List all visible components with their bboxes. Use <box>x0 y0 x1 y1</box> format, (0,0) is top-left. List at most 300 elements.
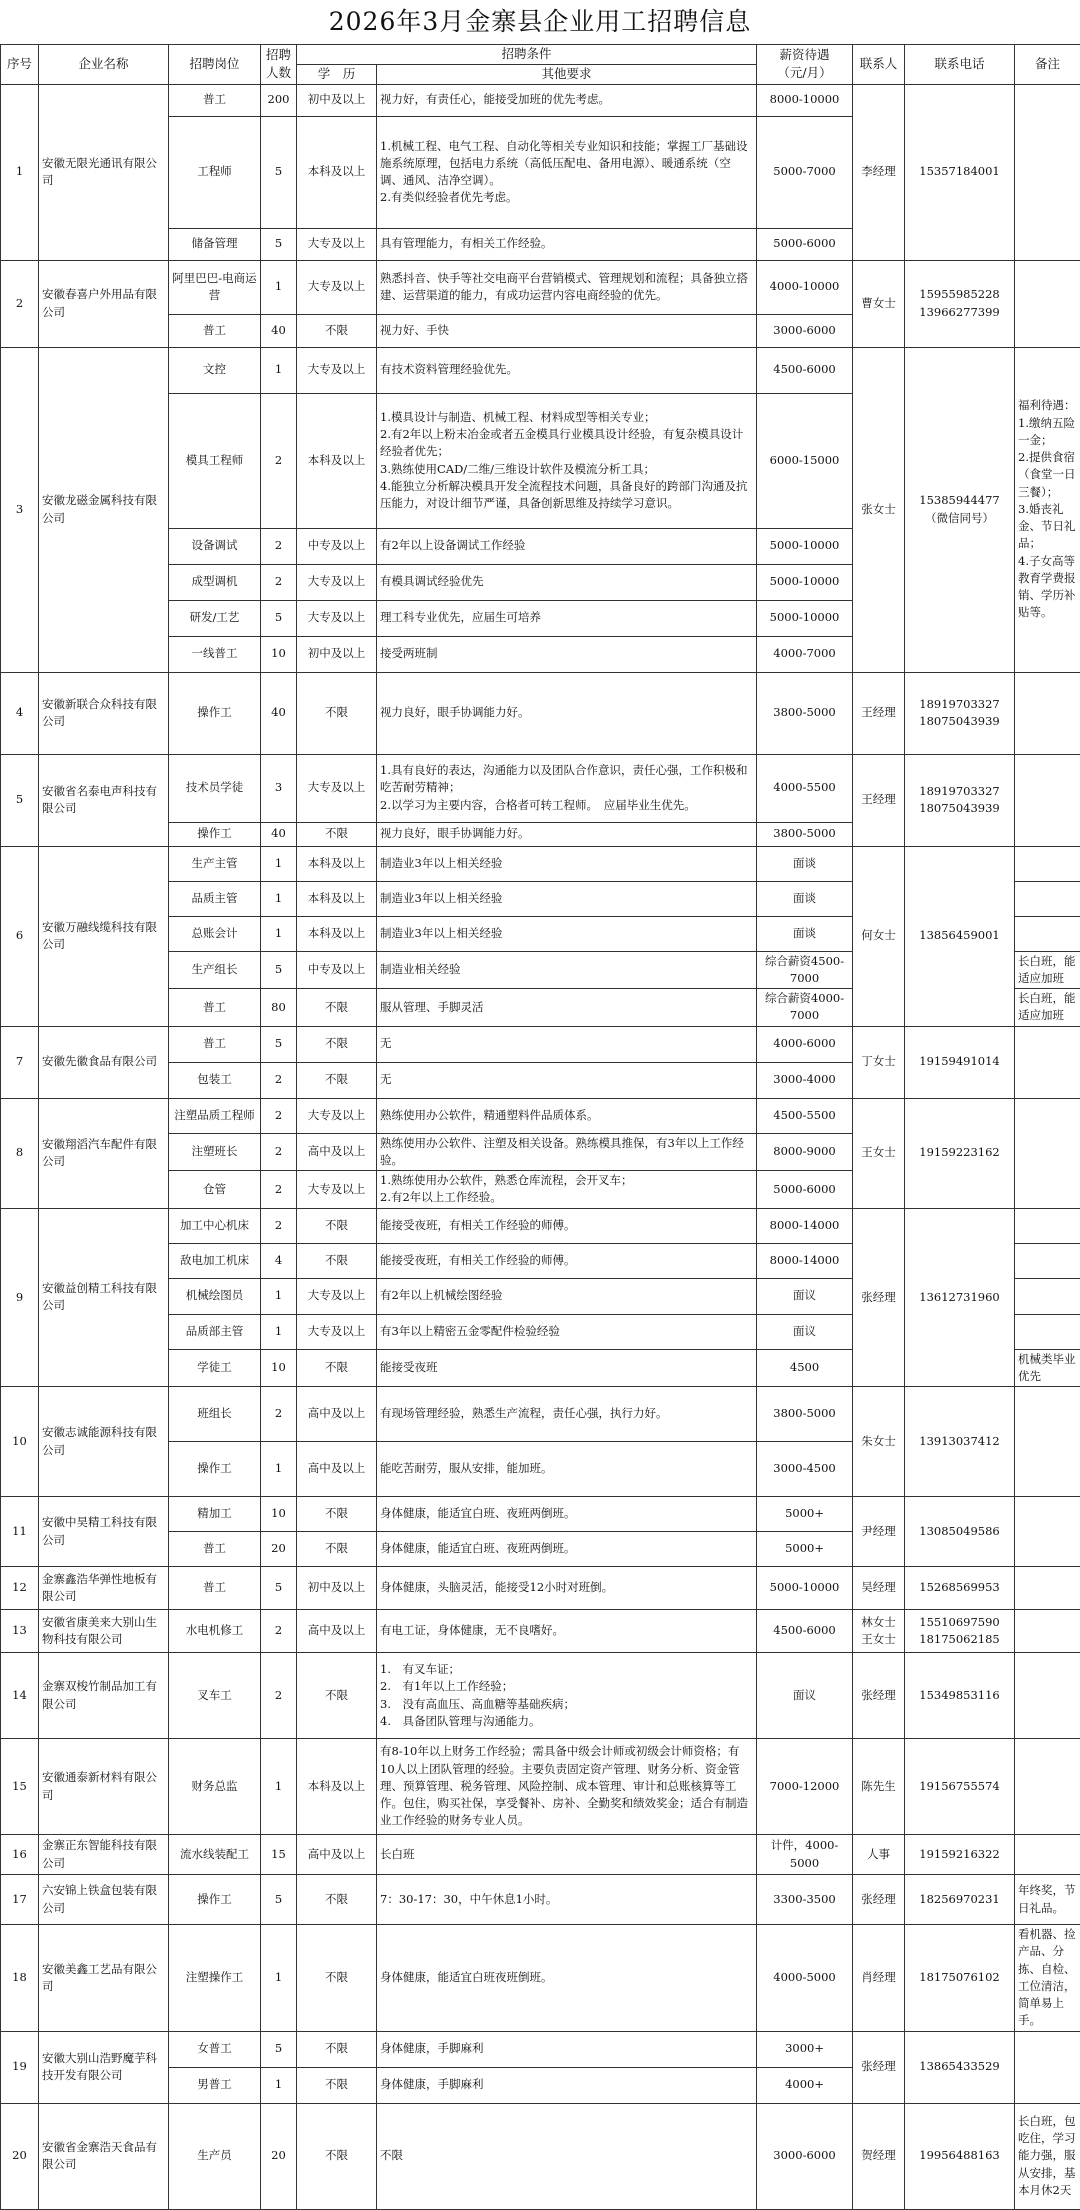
job-salary: 面议 <box>757 1653 853 1739</box>
job-education: 不限 <box>297 2031 377 2067</box>
job-education: 本科及以上 <box>297 116 377 228</box>
job-count: 80 <box>261 989 297 1027</box>
job-count: 1 <box>261 1925 297 2032</box>
company-remark <box>1015 1653 1080 1739</box>
company-remark <box>1015 1610 1080 1653</box>
job-education: 大专及以上 <box>297 347 377 393</box>
job-education: 初中及以上 <box>297 636 377 672</box>
job-count: 5 <box>261 1026 297 1062</box>
job-count: 2 <box>261 1610 297 1653</box>
table-row <box>1 260 1080 314</box>
company-name: 安徽中昊精工科技有限公司 <box>39 1497 169 1567</box>
table-row <box>1 1026 1080 1062</box>
job-position: 一线普工 <box>169 636 261 672</box>
company-remark: 长白班，包吃住，学习能力强，服从安排，基本月休2天 <box>1015 2103 1080 2209</box>
job-education: 不限 <box>297 1349 377 1387</box>
job-salary: 4000-6000 <box>757 1026 853 1062</box>
job-remark <box>1015 1243 1080 1278</box>
header-requirements: 招聘条件 <box>297 45 757 65</box>
job-education: 初中及以上 <box>297 1567 377 1610</box>
company-remark <box>1015 2031 1080 2103</box>
company-name: 安徽益创精工科技有限公司 <box>39 1208 169 1387</box>
job-count: 2 <box>261 1171 297 1209</box>
job-count: 2 <box>261 1062 297 1098</box>
contact-person: 尹经理 <box>853 1497 905 1567</box>
contact-person: 陈先生 <box>853 1739 905 1835</box>
job-salary: 4000-5500 <box>757 754 853 822</box>
job-position: 生产组长 <box>169 951 261 989</box>
row-number: 12 <box>1 1567 39 1610</box>
job-salary: 4000-5000 <box>757 1925 853 2032</box>
job-count: 1 <box>261 846 297 881</box>
row-number: 13 <box>1 1610 39 1653</box>
job-salary: 5000-10000 <box>757 528 853 564</box>
job-remark <box>1015 1208 1080 1243</box>
job-requirements: 能吃苦耐劳，服从安排，能加班。 <box>377 1442 757 1497</box>
table-row <box>1 1653 1080 1739</box>
job-requirements: 身体健康，手脚麻利 <box>377 2031 757 2067</box>
job-requirements: 制造业相关经验 <box>377 951 757 989</box>
job-position: 普工 <box>169 314 261 347</box>
job-requirements: 能接受夜班，有相关工作经验的师傅。 <box>377 1243 757 1278</box>
contact-phone: 15349853116 <box>905 1653 1015 1739</box>
contact-person: 林女士 王女士 <box>853 1610 905 1653</box>
contact-phone: 18256970231 <box>905 1875 1015 1925</box>
table-row <box>1 1610 1080 1653</box>
job-education: 不限 <box>297 1653 377 1739</box>
job-education: 不限 <box>297 1062 377 1098</box>
job-education: 不限 <box>297 1875 377 1925</box>
table-row <box>1 2031 1080 2067</box>
job-education: 不限 <box>297 822 377 846</box>
table-row <box>1 754 1080 822</box>
job-position: 总账会计 <box>169 916 261 951</box>
job-position: 普工 <box>169 989 261 1027</box>
job-remark <box>1015 881 1080 916</box>
company-remark <box>1015 1567 1080 1610</box>
job-position: 财务总监 <box>169 1739 261 1835</box>
company-name: 安徽新联合众科技有限公司 <box>39 672 169 754</box>
job-count: 1 <box>261 1278 297 1314</box>
job-requirements: 制造业3年以上相关经验 <box>377 916 757 951</box>
job-requirements: 熟练使用办公软件、注塑及相关设备。熟练模具推保，有3年以上工作经验。 <box>377 1133 757 1171</box>
header-education: 学 历 <box>297 64 377 84</box>
contact-phone: 19956488163 <box>905 2103 1015 2209</box>
job-remark <box>1015 1278 1080 1314</box>
job-requirements: 熟悉抖音、快手等社交电商平台营销模式、管理规划和流程；具备独立搭建、运营渠道的能力，有成功运营内容电商经验的优先。 <box>377 260 757 314</box>
company-remark: 年终奖，节日礼品。 <box>1015 1875 1080 1925</box>
job-salary: 面谈 <box>757 916 853 951</box>
table-row <box>1 1208 1080 1243</box>
contact-person: 何女士 <box>853 846 905 1026</box>
job-salary: 5000+ <box>757 1532 853 1567</box>
row-number: 10 <box>1 1387 39 1497</box>
contact-person: 肖经理 <box>853 1925 905 2032</box>
job-count: 5 <box>261 1875 297 1925</box>
job-count: 1 <box>261 1739 297 1835</box>
job-requirements: 服从管理、手脚灵活 <box>377 989 757 1027</box>
job-requirements: 有模具调试经验优先 <box>377 564 757 600</box>
company-name: 安徽美鑫工艺品有限公司 <box>39 1925 169 2032</box>
job-position: 研发/工艺 <box>169 600 261 636</box>
job-requirements: 接受两班制 <box>377 636 757 672</box>
job-salary: 4000-10000 <box>757 260 853 314</box>
table-row <box>1 347 1080 393</box>
job-position: 机械绘图员 <box>169 1278 261 1314</box>
job-requirements: 1.熟练使用办公软件，熟悉仓库流程，会开叉车； 2.有2年以上工作经验。 <box>377 1171 757 1209</box>
job-education: 高中及以上 <box>297 1387 377 1442</box>
job-requirements: 有8-10年以上财务工作经验；需具备中级会计师或初级会计师资格；有10人以上团队管理的经验。主要负责固定资产管理、财务分析、资金管理、预算管理、税务管理、风险控制、成本管理、审计和总账核算等工作。包住，购买社保，享受餐补、房补、全勤奖和绩效奖金；适合有制造业工作经验的财务专业人员。 <box>377 1739 757 1835</box>
job-education: 大专及以上 <box>297 228 377 260</box>
job-position: 储备管理 <box>169 228 261 260</box>
job-requirements: 1.具有良好的表达，沟通能力以及团队合作意识，责任心强，工作积极和吃苦耐劳精神； 2.以学习为主要内容，合格者可转工程师。 应届毕业生优先。 <box>377 754 757 822</box>
job-count: 5 <box>261 600 297 636</box>
company-remark <box>1015 1739 1080 1835</box>
header-company: 企业名称 <box>39 45 169 85</box>
job-requirements: 身体健康，能适宜白班夜班倒班。 <box>377 1925 757 2032</box>
job-position: 仓管 <box>169 1171 261 1209</box>
job-salary: 5000-10000 <box>757 1567 853 1610</box>
job-position: 工程师 <box>169 116 261 228</box>
job-count: 5 <box>261 116 297 228</box>
row-number: 7 <box>1 1026 39 1098</box>
job-salary: 3800-5000 <box>757 822 853 846</box>
job-education: 大专及以上 <box>297 260 377 314</box>
row-number: 1 <box>1 84 39 260</box>
contact-person: 王女士 <box>853 1098 905 1208</box>
header-contact: 联系人 <box>853 45 905 85</box>
job-salary: 4500 <box>757 1349 853 1387</box>
job-salary: 5000-10000 <box>757 600 853 636</box>
job-position: 成型调机 <box>169 564 261 600</box>
job-requirements: 视力好，有责任心，能接受加班的优先考虑。 <box>377 84 757 116</box>
job-position: 模具工程师 <box>169 393 261 528</box>
contact-person: 吴经理 <box>853 1567 905 1610</box>
company-remark <box>1015 1098 1080 1208</box>
job-salary: 5000-7000 <box>757 116 853 228</box>
job-education: 不限 <box>297 1243 377 1278</box>
job-salary: 综合薪资4000-7000 <box>757 989 853 1027</box>
company-name: 安徽先徽食品有限公司 <box>39 1026 169 1098</box>
job-salary: 8000-14000 <box>757 1208 853 1243</box>
job-position: 班组长 <box>169 1387 261 1442</box>
contact-phone: 15510697590 18175062185 <box>905 1610 1015 1653</box>
job-count: 1 <box>261 347 297 393</box>
job-requirements: 制造业3年以上相关经验 <box>377 846 757 881</box>
job-education: 不限 <box>297 1532 377 1567</box>
contact-person: 丁女士 <box>853 1026 905 1098</box>
job-position: 普工 <box>169 1026 261 1062</box>
company-name: 安徽省康美来大别山生物科技有限公司 <box>39 1610 169 1653</box>
job-requirements: 视力良好，眼手协调能力好。 <box>377 822 757 846</box>
recruitment-table <box>0 44 1080 2210</box>
contact-person: 张经理 <box>853 1875 905 1925</box>
job-education: 高中及以上 <box>297 1133 377 1171</box>
job-requirements: 身体健康，头脑灵活，能接受12小时对班倒。 <box>377 1567 757 1610</box>
job-requirements: 1.机械工程、电气工程、自动化等相关专业知识和技能；掌握工厂基础设施系统原理，包括电力系统（高低压配电、备用电源）、暖通系统（空调、通风、洁净空调）。 2.有类似经验者优先考虑。 <box>377 116 757 228</box>
company-remark <box>1015 754 1080 846</box>
table-header <box>1 45 1080 85</box>
contact-phone: 13913037412 <box>905 1387 1015 1497</box>
job-remark <box>1015 846 1080 881</box>
job-position: 文控 <box>169 347 261 393</box>
job-position: 阿里巴巴-电商运营 <box>169 260 261 314</box>
contact-phone: 13612731960 <box>905 1208 1015 1387</box>
job-salary: 面谈 <box>757 881 853 916</box>
job-education: 大专及以上 <box>297 564 377 600</box>
contact-person: 张经理 <box>853 2031 905 2103</box>
job-position: 操作工 <box>169 672 261 754</box>
company-name: 金寨鑫浩华弹性地板有限公司 <box>39 1567 169 1610</box>
contact-phone: 18919703327 18075043939 <box>905 672 1015 754</box>
header-phone: 联系电话 <box>905 45 1015 85</box>
job-position: 注塑班长 <box>169 1133 261 1171</box>
company-remark <box>1015 1835 1080 1875</box>
job-salary: 8000-9000 <box>757 1133 853 1171</box>
company-name: 安徽省金寨浩天食品有限公司 <box>39 2103 169 2209</box>
row-number: 14 <box>1 1653 39 1739</box>
job-position: 注塑操作工 <box>169 1925 261 2032</box>
job-requirements: 身体健康，手脚麻利 <box>377 2067 757 2103</box>
job-salary: 3000-4500 <box>757 1442 853 1497</box>
job-requirements: 7：30-17：30，中午休息1小时。 <box>377 1875 757 1925</box>
row-number: 15 <box>1 1739 39 1835</box>
contact-person: 曹女士 <box>853 260 905 347</box>
table-row <box>1 1387 1080 1442</box>
job-education: 大专及以上 <box>297 754 377 822</box>
job-education: 大专及以上 <box>297 1098 377 1133</box>
job-salary: 5000-6000 <box>757 1171 853 1209</box>
company-name: 安徽省名泰电声科技有限公司 <box>39 754 169 846</box>
table-row <box>1 672 1080 754</box>
job-salary: 3000-6000 <box>757 2103 853 2209</box>
job-education: 本科及以上 <box>297 916 377 951</box>
job-requirements: 有电工证，身体健康，无不良嗜好。 <box>377 1610 757 1653</box>
job-position: 品质部主管 <box>169 1314 261 1349</box>
row-number: 16 <box>1 1835 39 1875</box>
job-remark: 长白班，能适应加班 <box>1015 951 1080 989</box>
job-education: 本科及以上 <box>297 1739 377 1835</box>
contact-person: 张女士 <box>853 347 905 672</box>
job-salary: 7000-12000 <box>757 1739 853 1835</box>
job-position: 水电机修工 <box>169 1610 261 1653</box>
header-no: 序号 <box>1 45 39 85</box>
row-number: 3 <box>1 347 39 672</box>
job-position: 精加工 <box>169 1497 261 1532</box>
job-position: 品质主管 <box>169 881 261 916</box>
job-education: 不限 <box>297 1208 377 1243</box>
job-salary: 面议 <box>757 1314 853 1349</box>
job-position: 生产员 <box>169 2103 261 2209</box>
job-position: 生产主管 <box>169 846 261 881</box>
header-position: 招聘岗位 <box>169 45 261 85</box>
job-requirements: 有现场管理经验，熟悉生产流程，责任心强，执行力好。 <box>377 1387 757 1442</box>
job-position: 普工 <box>169 1567 261 1610</box>
job-count: 1 <box>261 881 297 916</box>
company-remark <box>1015 84 1080 260</box>
job-education: 高中及以上 <box>297 1835 377 1875</box>
contact-phone: 15357184001 <box>905 84 1015 260</box>
job-education: 本科及以上 <box>297 393 377 528</box>
job-requirements: 制造业3年以上相关经验 <box>377 881 757 916</box>
job-education: 本科及以上 <box>297 846 377 881</box>
contact-person: 王经理 <box>853 672 905 754</box>
job-position: 操作工 <box>169 822 261 846</box>
company-name: 安徽春喜户外用品有限公司 <box>39 260 169 347</box>
job-count: 4 <box>261 1243 297 1278</box>
company-remark <box>1015 1497 1080 1567</box>
table-row <box>1 1875 1080 1925</box>
table-row <box>1 2103 1080 2209</box>
job-position: 操作工 <box>169 1442 261 1497</box>
job-position: 包装工 <box>169 1062 261 1098</box>
row-number: 18 <box>1 1925 39 2032</box>
job-education: 不限 <box>297 2103 377 2209</box>
job-position: 女普工 <box>169 2031 261 2067</box>
job-requirements: 理工科专业优先，应届生可培养 <box>377 600 757 636</box>
job-count: 5 <box>261 228 297 260</box>
contact-person: 贺经理 <box>853 2103 905 2209</box>
contact-phone: 18919703327 18075043939 <box>905 754 1015 846</box>
table-body <box>1 84 1080 2209</box>
table-row <box>1 846 1080 881</box>
contact-phone: 13085049586 <box>905 1497 1015 1567</box>
job-education: 不限 <box>297 989 377 1027</box>
job-salary: 3300-3500 <box>757 1875 853 1925</box>
row-number: 6 <box>1 846 39 1026</box>
contact-phone: 13856459001 <box>905 846 1015 1026</box>
table-row <box>1 1925 1080 2032</box>
job-salary: 6000-15000 <box>757 393 853 528</box>
contact-person: 王经理 <box>853 754 905 846</box>
row-number: 5 <box>1 754 39 846</box>
job-count: 1 <box>261 2067 297 2103</box>
job-position: 操作工 <box>169 1875 261 1925</box>
job-education: 初中及以上 <box>297 84 377 116</box>
job-requirements: 无 <box>377 1062 757 1098</box>
job-position: 注塑品质工程师 <box>169 1098 261 1133</box>
company-name: 安徽无限光通讯有限公司 <box>39 84 169 260</box>
contact-phone: 19159223162 <box>905 1098 1015 1208</box>
job-education: 高中及以上 <box>297 1442 377 1497</box>
table-row <box>1 1497 1080 1532</box>
table-row <box>1 1567 1080 1610</box>
job-remark: 机械类毕业优先 <box>1015 1349 1080 1387</box>
company-name: 金寨双梭竹制品加工有限公司 <box>39 1653 169 1739</box>
job-salary: 4500-6000 <box>757 347 853 393</box>
job-salary: 面谈 <box>757 846 853 881</box>
row-number: 11 <box>1 1497 39 1567</box>
job-salary: 8000-10000 <box>757 84 853 116</box>
job-salary: 4500-5500 <box>757 1098 853 1133</box>
job-education: 不限 <box>297 1026 377 1062</box>
job-count: 20 <box>261 2103 297 2209</box>
job-education: 大专及以上 <box>297 1278 377 1314</box>
job-position: 普工 <box>169 84 261 116</box>
job-salary: 4500-6000 <box>757 1610 853 1653</box>
contact-phone: 19159216322 <box>905 1835 1015 1875</box>
contact-person: 人事 <box>853 1835 905 1875</box>
job-count: 20 <box>261 1532 297 1567</box>
contact-person: 朱女士 <box>853 1387 905 1497</box>
job-salary: 3000-6000 <box>757 314 853 347</box>
job-requirements: 视力良好，眼手协调能力好。 <box>377 672 757 754</box>
job-salary: 计件，4000-5000 <box>757 1835 853 1875</box>
job-count: 10 <box>261 1349 297 1387</box>
job-position: 技术员学徒 <box>169 754 261 822</box>
job-salary: 3000-4000 <box>757 1062 853 1098</box>
job-salary: 3000+ <box>757 2031 853 2067</box>
job-position: 敌电加工机床 <box>169 1243 261 1278</box>
job-requirements: 能接受夜班，有相关工作经验的师傅。 <box>377 1208 757 1243</box>
job-education: 高中及以上 <box>297 1610 377 1653</box>
company-name: 安徽龙磁金属科技有限公司 <box>39 347 169 672</box>
job-salary: 综合薪资4500-7000 <box>757 951 853 989</box>
job-education: 不限 <box>297 314 377 347</box>
job-requirements: 熟练使用办公软件，精通塑料件品质体系。 <box>377 1098 757 1133</box>
contact-phone: 15955985228 13966277399 <box>905 260 1015 347</box>
job-requirements: 有3年以上精密五金零配件检验经验 <box>377 1314 757 1349</box>
job-count: 2 <box>261 1653 297 1739</box>
job-requirements: 不限 <box>377 2103 757 2209</box>
job-count: 5 <box>261 1567 297 1610</box>
job-count: 5 <box>261 951 297 989</box>
contact-person: 李经理 <box>853 84 905 260</box>
contact-phone: 15385944477 （微信同号） <box>905 347 1015 672</box>
company-remark <box>1015 1387 1080 1497</box>
company-name: 六安锦上铁盒包装有限公司 <box>39 1875 169 1925</box>
contact-phone: 19159491014 <box>905 1026 1015 1098</box>
job-count: 2 <box>261 1387 297 1442</box>
page-title: 2026年3月金寨县企业用工招聘信息 <box>0 0 1080 44</box>
job-requirements: 1. 有叉车证； 2. 有1年以上工作经验； 3. 没有高血压、高血糖等基础疾病； 4. 具备团队管理与沟通能力。 <box>377 1653 757 1739</box>
company-remark <box>1015 260 1080 347</box>
job-requirements: 能接受夜班 <box>377 1349 757 1387</box>
job-salary: 3800-5000 <box>757 672 853 754</box>
job-position: 普工 <box>169 1532 261 1567</box>
job-position: 流水线装配工 <box>169 1835 261 1875</box>
job-requirements: 长白班 <box>377 1835 757 1875</box>
job-remark: 长白班，能适应加班 <box>1015 989 1080 1027</box>
job-remark <box>1015 916 1080 951</box>
job-remark <box>1015 1314 1080 1349</box>
job-education: 本科及以上 <box>297 881 377 916</box>
job-count: 1 <box>261 916 297 951</box>
job-requirements: 身体健康，能适宜白班、夜班两倒班。 <box>377 1532 757 1567</box>
job-count: 2 <box>261 564 297 600</box>
job-education: 不限 <box>297 1497 377 1532</box>
row-number: 4 <box>1 672 39 754</box>
row-number: 2 <box>1 260 39 347</box>
job-salary: 8000-14000 <box>757 1243 853 1278</box>
job-position: 学徒工 <box>169 1349 261 1387</box>
company-name: 安徽通泰新材料有限公司 <box>39 1739 169 1835</box>
job-salary: 面议 <box>757 1278 853 1314</box>
table-row <box>1 1098 1080 1133</box>
contact-phone: 15268569953 <box>905 1567 1015 1610</box>
job-education: 中专及以上 <box>297 951 377 989</box>
company-remark: 看机器、捡产品、分拣、自检、工位清洁，简单易上手。 <box>1015 1925 1080 2032</box>
row-number: 8 <box>1 1098 39 1208</box>
job-requirements: 视力好、手快 <box>377 314 757 347</box>
job-count: 2 <box>261 1098 297 1133</box>
job-count: 2 <box>261 393 297 528</box>
job-count: 1 <box>261 260 297 314</box>
header-salary: 薪资待遇 （元/月） <box>757 45 853 85</box>
company-name: 安徽志诚能源科技有限公司 <box>39 1387 169 1497</box>
job-requirements: 有技术资料管理经验优先。 <box>377 347 757 393</box>
job-salary: 5000-6000 <box>757 228 853 260</box>
